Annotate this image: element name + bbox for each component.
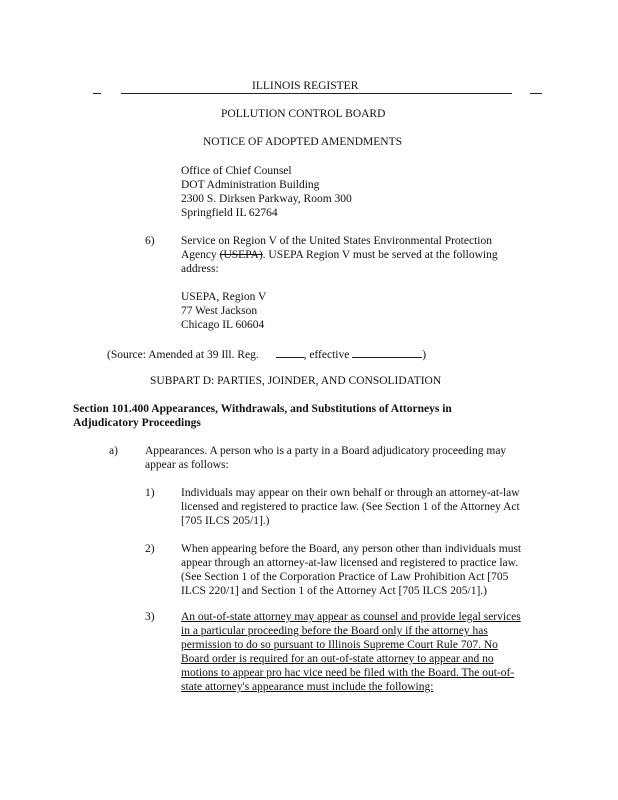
para-a-number: a)	[109, 445, 118, 457]
item6-line2-rest: . USEPA Region V must be served at the following	[262, 249, 498, 261]
source-effective: , effective	[303, 349, 350, 361]
address1-line: Office of Chief Counsel	[181, 165, 292, 177]
source-line	[107, 347, 426, 363]
item6-struck-abbrev: (USEPA)	[219, 249, 263, 261]
source-close: )	[422, 349, 427, 361]
item6-number: 6)	[145, 235, 155, 247]
reg-blank	[276, 347, 304, 358]
subpart-heading: SUBPART D: PARTIES, JOINDER, AND CONSOLIDATION	[150, 375, 442, 387]
effective-blank	[352, 347, 422, 358]
sub2-line: When appearing before the Board, any person other than individuals must	[181, 543, 522, 555]
address1-line: Springfield IL 62764	[181, 207, 278, 219]
address2-line: Chicago IL 60604	[181, 319, 265, 331]
board-name: POLLUTION CONTROL BOARD	[221, 108, 386, 120]
address2-line: USEPA, Region V	[181, 291, 267, 303]
sub3-line: state attorney's appearance must include the following:	[181, 681, 434, 693]
sub3-number: 3)	[145, 611, 155, 623]
item6-line: address:	[181, 263, 219, 275]
item6-agency: Agency	[181, 249, 217, 261]
sub1-line: licensed and registered to practice law. (See Section 1 of the Attorney Act	[181, 501, 520, 513]
header-rule-left-stub	[93, 93, 101, 94]
sub1-line: [705 ILCS 205/1].)	[181, 515, 270, 527]
sub2-line: appear through an attorney-at-law licensed and registered to practice law.	[181, 557, 519, 569]
section-heading: Adjudicatory Proceedings	[73, 417, 201, 429]
sub3-line: motions to appear pro hac vice need be filed with the Board. The out-of-	[181, 667, 515, 679]
para-a-line: appear as follows:	[145, 459, 229, 471]
section-heading: Section 101.400 Appearances, Withdrawals, and Substitutions of Attorneys in	[73, 403, 452, 415]
header-rule-right-stub	[530, 93, 542, 94]
sub2-line: (See Section 1 of the Corporation Practice of Law Prohibition Act [705	[181, 571, 509, 583]
register-title: ILLINOIS REGISTER	[252, 80, 359, 92]
sub1-line: Individuals may appear on their own behalf or through an attorney-at-law	[181, 487, 520, 499]
para-a-line: Appearances. A person who is a party in a Board adjudicatory proceeding may	[145, 445, 507, 457]
item6-line	[181, 249, 498, 263]
sub3-line: An out-of-state attorney may appear as counsel and provide legal services	[181, 611, 521, 623]
sub3-line: in a particular proceeding before the Board only if the attorney has	[181, 625, 488, 637]
item6-line: Service on Region V of the United States Environmental Protection	[181, 235, 492, 247]
source-prefix: (Source: Amended at 39 Ill. Reg.	[107, 349, 259, 361]
notice-title: NOTICE OF ADOPTED AMENDMENTS	[203, 136, 403, 148]
sub3-line: Board order is required for an out-of-state attorney to appear and no	[181, 653, 494, 665]
sub2-line: ILCS 220/1] and Section 1 of the Attorney Act [705 ILCS 205/1].)	[181, 585, 487, 597]
sub1-number: 1)	[145, 487, 155, 499]
address1-line: DOT Administration Building	[181, 179, 320, 191]
sub3-line: permission to do so pursuant to Illinois Supreme Court Rule 707. No	[181, 639, 498, 651]
sub2-number: 2)	[145, 543, 155, 555]
address1-line: 2300 S. Dirksen Parkway, Room 300	[181, 193, 352, 205]
address2-line: 77 West Jackson	[181, 305, 258, 317]
